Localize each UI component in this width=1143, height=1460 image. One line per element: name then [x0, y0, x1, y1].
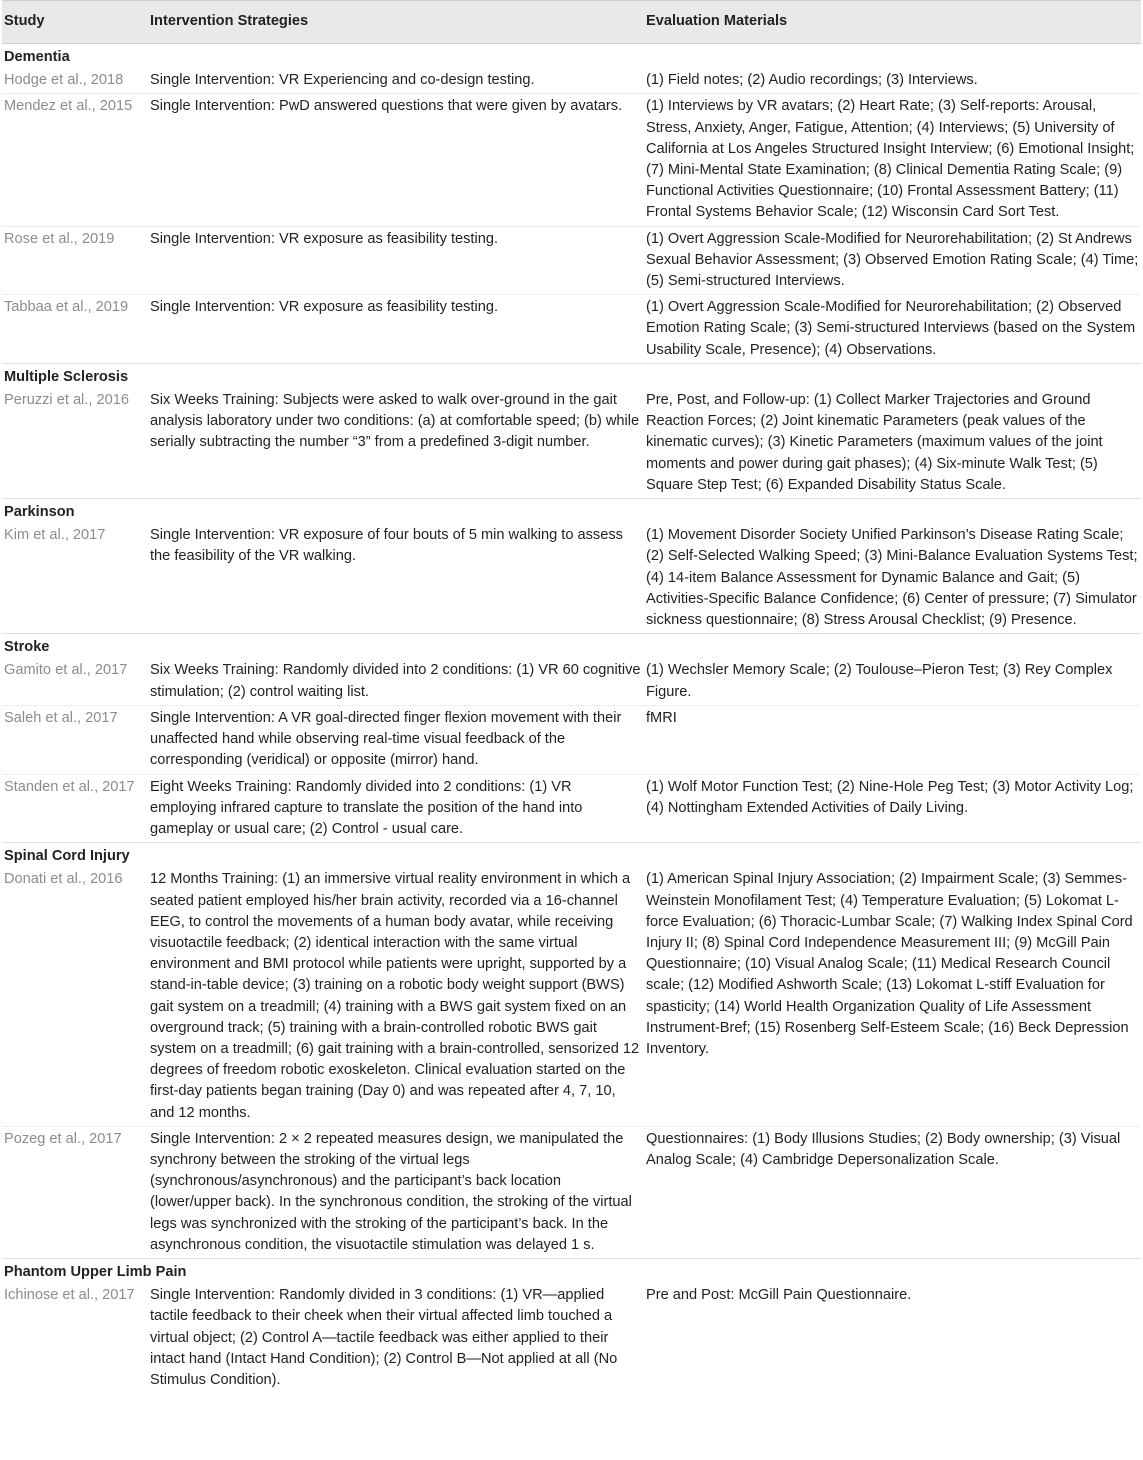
study-cell: Standen et al., 2017: [2, 774, 147, 843]
study-cell: Gamito et al., 2017: [4, 662, 128, 679]
header-row: [2, 1, 1141, 44]
table-row: [2, 658, 1141, 705]
materials-cell: (1) Overt Aggression Scale-Modified for Neurorehabilitation; (2) Observed Emotion Rating Scale; (3) Semi-structured Interviews (based on the System Usability Scale, Presence); (4) Observations.: [643, 295, 1141, 364]
group-row-spinal-cord-injury: [2, 843, 1141, 868]
table-row: [2, 388, 1141, 499]
study-cell: Hodge et al., 2018: [4, 72, 124, 89]
materials-cell: Pre and Post: McGill Pain Questionnaire.: [646, 1287, 912, 1304]
strategy-cell: Single Intervention: 2 × 2 repeated measures design, we manipulated the synchrony between the stroking of the virtual legs (synchronous/asynchronous) and the participant’s back location (lower/upper back). In the synchronous condition, the stroking of the virtual legs was synchronized with the stroking of the participant’s back. In the asynchronous condition, the visuotactile stimulation was delayed 1 s.: [147, 1126, 643, 1258]
studies-table: [2, 0, 1141, 1393]
materials-cell: fMRI: [643, 705, 1141, 774]
study-cell: Tabbaa et al., 2019: [2, 295, 147, 364]
table-row: [2, 774, 1141, 843]
materials-cell: (1) Wechsler Memory Scale; (2) Toulouse–Pieron Test; (3) Rey Complex Figure.: [646, 662, 1113, 700]
table-row: [2, 705, 1141, 774]
strategy-cell: Six Weeks Training: Randomly divided into 2 conditions: (1) VR 60 cognitive stimulation; (2) control waiting list.: [150, 662, 641, 700]
strategy-cell: Single Intervention: VR exposure as feasibility testing.: [147, 226, 643, 295]
table-row: [2, 1283, 1141, 1393]
study-cell: Ichinose et al., 2017: [4, 1287, 135, 1304]
group-row-stroke: [2, 634, 1141, 659]
materials-cell: Questionnaires: (1) Body Illusions Studies; (2) Body ownership; (3) Visual Analog Scale; (4) Cambridge Depersonalization Scale.: [643, 1126, 1141, 1258]
strategy-cell: Single Intervention: VR Experiencing and co-design testing.: [150, 72, 535, 89]
group-title: Dementia: [2, 44, 1141, 69]
study-cell: Saleh et al., 2017: [2, 705, 147, 774]
header-materials: Evaluation Materials: [643, 1, 1141, 44]
table-row: [2, 295, 1141, 364]
study-cell: Peruzzi et al., 2016: [4, 392, 129, 409]
table-row: [2, 68, 1141, 94]
table-row: [2, 94, 1141, 226]
materials-cell: (1) Overt Aggression Scale-Modified for Neurorehabilitation; (2) St Andrews Sexual Behavior Assessment; (3) Observed Emotion Rating Scale; (4) Time; (5) Semi-structured Interviews.: [643, 226, 1141, 295]
table-row: [2, 867, 1141, 1126]
strategy-cell: Single Intervention: VR exposure of four bouts of 5 min walking to assess the feasibility of the VR walking.: [150, 527, 623, 565]
strategy-cell: Six Weeks Training: Subjects were asked to walk over-ground in the gait analysis laboratory under two conditions: (a) at comfortable speed; (b) while serially subtracting the number “3” from a predefined 3-digit number.: [150, 392, 640, 451]
materials-cell: (1) American Spinal Injury Association; (2) Impairment Scale; (3) Semmes-Weinstein Monofilament Test; (4) Temperature Evaluation; (5) Lokomat L-force Evaluation; (6) Thoracic-Lumbar Scale; (7) Walking Index Spinal Cord Injury II; (8) Spinal Cord Independence Measurement III; (9) McGill Pain Questionnaire; (10) Visual Analog Scale; (11) Medical Research Council scale; (12) Modified Ashworth Scale; (13) Lokomat L-stiff Evaluation for spasticity; (14) World Health Organization Quality of Life Assessment Instrument-Bref; (15) Rosenberg Self-Esteem Scale; (16) Beck Depression Inventory.: [646, 871, 1133, 1057]
study-cell: Rose et al., 2019: [2, 226, 147, 295]
group-title: Stroke: [2, 634, 1141, 659]
materials-cell: (1) Movement Disorder Society Unified Parkinson’s Disease Rating Scale; (2) Self-Selected Walking Speed; (3) Mini-Balance Evaluation Systems Test; (4) 14-item Balance Assessment for Dynamic Balance and Gait; (5) Activities-Specific Balance Confidence; (6) Center of pressure; (7) Simulator sickness questionnaire; (8) Stress Arousal Checklist; (9) Presence.: [646, 527, 1138, 629]
strategy-cell: Single Intervention: Randomly divided in 3 conditions: (1) VR—applied tactile feedback to their cheek when their virtual affected limb touched a virtual object; (2) Control A—tactile feedback was either applied to their intact hand (Intact Hand Condition); (2) Control B—Not applied at all (No Stimulus Condition).: [150, 1287, 618, 1388]
strategy-cell: Single Intervention: A VR goal-directed finger flexion movement with their unaffected hand while observing real-time visual feedback of the corresponding (veridical) or opposite (mirror) hand.: [147, 705, 643, 774]
group-title: Multiple Sclerosis: [2, 363, 1141, 388]
strategy-cell: Single Intervention: VR exposure as feasibility testing.: [147, 295, 643, 364]
strategy-cell: Single Intervention: PwD answered questions that were given by avatars.: [147, 94, 643, 226]
materials-cell: (1) Interviews by VR avatars; (2) Heart Rate; (3) Self-reports: Arousal, Stress, Anxiety, Anger, Fatigue, Attention; (4) Interviews; (5) University of California at Los Angeles Structured Insight Interview; (6) Emotional Insight; (7) Mini-Mental State Examination; (8) Clinical Dementia Rating Scale; (9) Functional Activities Questionnaire; (10) Frontal Assessment Battery; (11) Frontal Systems Behavior Scale; (12) Wisconsin Card Sort Test.: [643, 94, 1141, 226]
table-row: [2, 523, 1141, 634]
group-title: Parkinson: [2, 499, 1141, 524]
study-cell: Donati et al., 2016: [4, 871, 123, 888]
study-cell: Mendez et al., 2015: [2, 94, 147, 226]
group-title: Phantom Upper Limb Pain: [2, 1258, 1141, 1283]
table-row: [2, 1126, 1141, 1258]
table-row: [2, 226, 1141, 295]
materials-cell: (1) Wolf Motor Function Test; (2) Nine-Hole Peg Test; (3) Motor Activity Log; (4) Nottingham Extended Activities of Daily Living.: [643, 774, 1141, 843]
group-row-multiple-sclerosis: [2, 363, 1141, 388]
table-body: [2, 44, 1141, 1394]
group-row-dementia: [2, 44, 1141, 69]
strategy-cell: Eight Weeks Training: Randomly divided into 2 conditions: (1) VR employing infrared capture to translate the position of the hand into gameplay or usual care; (2) Control - usual care.: [147, 774, 643, 843]
group-row-parkinson: [2, 499, 1141, 524]
header-strategies: Intervention Strategies: [147, 1, 643, 44]
header-study: Study: [2, 1, 147, 44]
study-cell: Kim et al., 2017: [4, 527, 106, 544]
group-row-phantom-upper-limb-pain: [2, 1258, 1141, 1283]
strategy-cell: 12 Months Training: (1) an immersive virtual reality environment in which a seated patient employed his/her brain activity, recorded via a 16-channel EEG, to control the movements of a human body avatar, while receiving visuotactile feedback; (2) identical interaction with the same virtual environment and BMI protocol while patients were upright, supported by a stand-in-table device; (3) training on a robotic body weight support (BWS) gait system on a treadmill; (4) training with a BWS gait system fixed on an overground track; (5) training with a brain-controlled robotic BWS gait system on a treadmill; (6) gait training with a brain-controlled, sensorized 12 degrees of freedom robotic exoskeleton. Clinical evaluation started on the first-day patients began training (Day 0) and was repeated after 4, 7, 10, and 12 months.: [150, 871, 640, 1121]
group-title: Spinal Cord Injury: [2, 843, 1141, 868]
table-header: [2, 1, 1141, 44]
materials-cell: (1) Field notes; (2) Audio recordings; (3) Interviews.: [646, 72, 978, 89]
materials-cell: Pre, Post, and Follow-up: (1) Collect Marker Trajectories and Ground Reaction Forces; (2) Joint kinematic Parameters (peak values of the kinematic curves); (3) Kinetic Parameters (maximum values of the joint moments and power during gait phases); (4) Six-minute Walk Test; (5) Square Step Test; (6) Expanded Disability Status Scale.: [646, 392, 1103, 493]
study-cell: Pozeg et al., 2017: [2, 1126, 147, 1258]
